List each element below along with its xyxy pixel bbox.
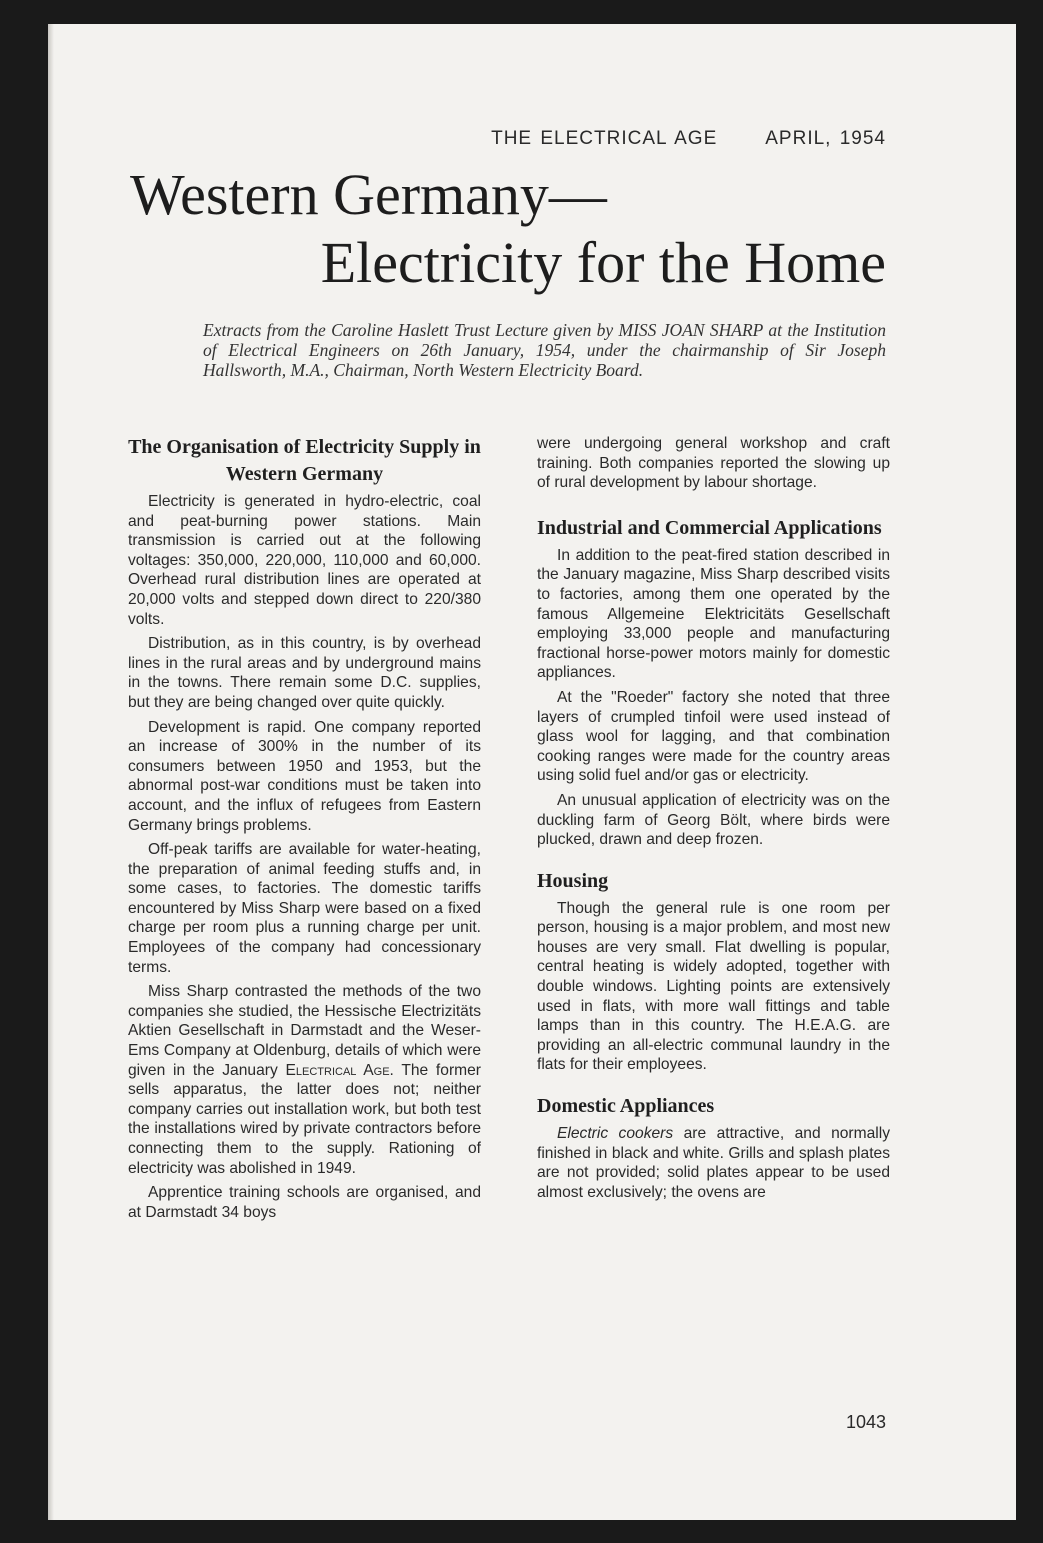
- running-header: [491, 128, 886, 150]
- article-title-line2: Electricity for the Home: [320, 230, 886, 295]
- paragraph: Miss Sharp contrasted the methods of the two companies she studied, the Hessische Electrizitäts Aktien Gesellschaft in Darmstadt and the Weser-Ems Company at Oldenburg, details of which were given in the January Electrical Age. The former sells apparatus, the latter does not; neither company carries out installation work, but both test the installations wired by private contractors before connecting them to the supply. Rationing of electricity was abolished in 1949.: [128, 983, 481, 1177]
- journal-name: THE ELECTRICAL AGE: [491, 128, 718, 149]
- paragraph: Though the general rule is one room per person, housing is a major problem, and most new houses are very small. Flat dwelling is popular, central heating is widely adopted, together with double windows. Lighting points are extensively used in flats, with more wall fittings and table lamps than in this country. The H.E.A.G. are providing an all-electric communal laundry in the flats for their employees.: [537, 899, 890, 1074]
- article-title-line1: Western Germany—: [130, 162, 607, 227]
- paragraph: Distribution, as in this country, is by overhead lines in the rural areas and by underground mains in the towns. There remain some D.C. supplies, but they are being changed over quite quickly.: [128, 635, 481, 711]
- left-column: [128, 434, 481, 1227]
- paragraph: Apprentice training schools are organised, and at Darmstadt 34 boys: [128, 1184, 481, 1221]
- page: [48, 24, 1016, 1520]
- journal-reference: Electrical Age.: [285, 1061, 394, 1079]
- issue-date: APRIL, 1954: [765, 128, 886, 149]
- section-heading-domestic: Domestic Appliances: [537, 1095, 715, 1118]
- paragraph: At the "Roeder" factory she noted that three layers of crumpled tinfoil were used instead of glass wool for lagging, and that combination cooking ranges were made for the country areas using solid fuel and/or gas or electricity.: [537, 688, 890, 785]
- paragraph: In addition to the peat-fired station described in the January magazine, Miss Sharp described visits to factories, among them one operated by the famous Allgemeine Elektricitäts Gesellschaft employing 33,000 people and manufacturing fractional horse-power motors mainly for domestic appliances.: [537, 546, 890, 682]
- page-number: 1043: [845, 1412, 886, 1432]
- paragraph: Off-peak tariffs are available for water-heating, the preparation of animal feeding stuffs and, in some cases, to factories. The domestic tariffs encountered by Miss Sharp were based on a fixed charge per room plus a running charge per unit. Employees of the company had concessionary terms.: [128, 841, 481, 976]
- paragraph: Electricity is generated in hydro-electric, coal and peat-burning power stations. Main transmission is carried out at the following voltages: 350,000, 220,000, 110,000 and 60,000. Overhead rural distribution lines are operated at 20,000 volts and stepped down direct to 220/380 volts.: [128, 493, 481, 628]
- paragraph: Electric cookers are attractive, and normally finished in black and white. Grills and splash plates are not provided; solid plates appear to be used almost exclusively; the ovens are: [537, 1125, 890, 1201]
- binding-gutter: [48, 24, 54, 1520]
- paragraph: Development is rapid. One company reported an increase of 300% in the number of its consumers between 1950 and 1953, but the abnormal post-war conditions must be taken into account, and the influx of refugees from Eastern Germany brings problems.: [128, 718, 481, 834]
- section-heading-housing: Housing: [537, 869, 609, 892]
- paragraph: were undergoing general workshop and craft training. Both companies reported the slowing up of rural development by labour shortage.: [537, 435, 890, 492]
- article-subtitle: Extracts from the Caroline Haslett Trust Lecture given by MISS JOAN SHARP at the Institution of Electrical Engineers on 26th January, 1954, under the chairmanship of Sir Joseph Hallsworth, M.A., Chairman, North Western Electricity Board.: [203, 320, 886, 380]
- section-heading-organisation: The Organisation of Electricity Supply in Western Germany: [128, 436, 481, 485]
- section-heading-industrial: Industrial and Commercial Applications: [537, 516, 882, 539]
- paragraph: An unusual application of electricity was on the duckling farm of Georg Bölt, where birds were plucked, drawn and deep frozen.: [537, 791, 890, 849]
- right-column: [537, 434, 890, 1207]
